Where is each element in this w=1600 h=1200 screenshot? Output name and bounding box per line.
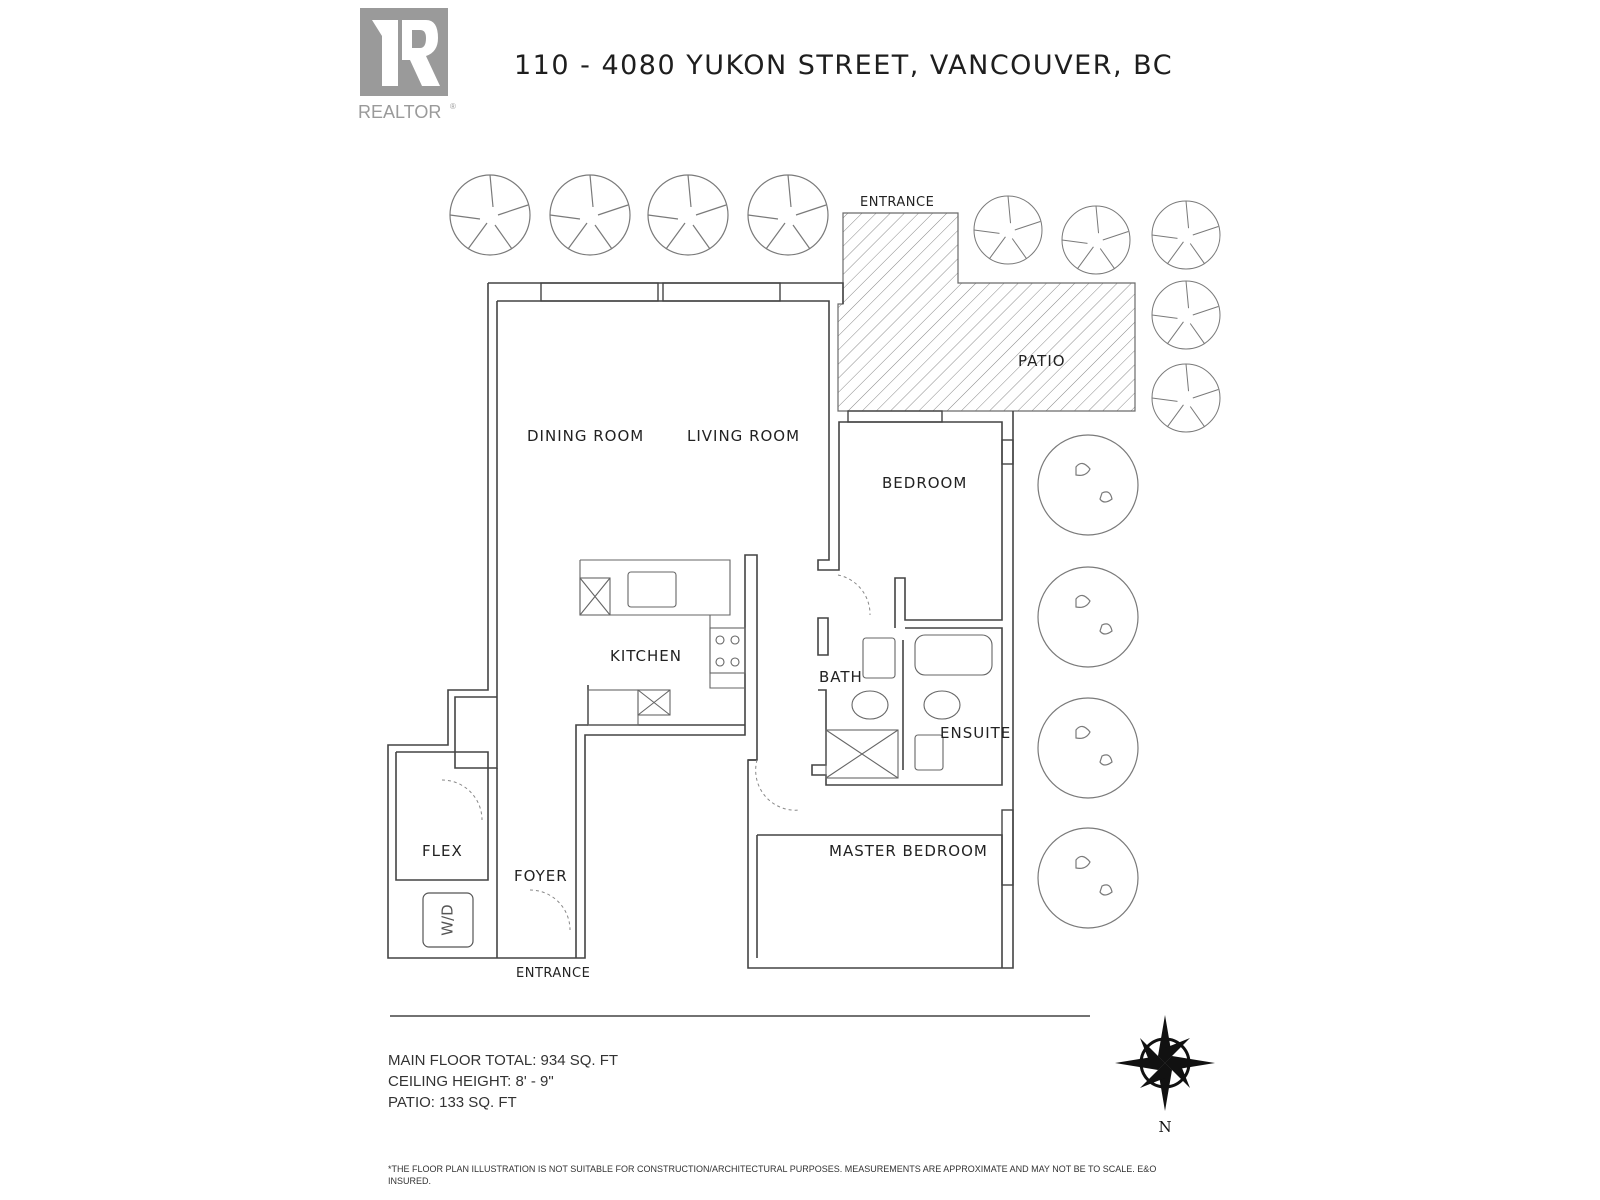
- floor-summary: [388, 1050, 618, 1113]
- page-title: 110 - 4080 YUKON STREET, VANCOUVER, BC: [514, 50, 1174, 81]
- compass-north-label: N: [1158, 1118, 1172, 1135]
- ensuite-label: ENSUITE: [940, 724, 1012, 742]
- logo-text: REALTOR: [358, 102, 442, 122]
- kitchen-fixtures: [580, 560, 745, 725]
- svg-text:®: ®: [450, 102, 456, 111]
- door-swings: [442, 575, 870, 930]
- washer-dryer: [423, 893, 473, 947]
- master-bedroom-label: MASTER BEDROOM: [829, 842, 988, 860]
- entrance-bottom-label: ENTRANCE: [516, 966, 591, 981]
- washer-dryer-label: W/D: [438, 904, 457, 936]
- dining-room-label: DINING ROOM: [527, 427, 645, 445]
- bedroom-label: BEDROOM: [882, 474, 968, 492]
- compass-icon: [1110, 1015, 1220, 1135]
- bath-label: BATH: [819, 668, 863, 686]
- patio-label: PATIO: [1018, 352, 1066, 370]
- disclaimer: *THE FLOOR PLAN ILLUSTRATION IS NOT SUITABLE FOR CONSTRUCTION/ARCHITECTURAL PURPOSES. MEASUREMENTS ARE APPROXIMATE AND MAY NOT BE TO SCALE. E&O INSURED.: [388, 1164, 1157, 1186]
- entrance-top-label: ENTRANCE: [860, 195, 935, 210]
- flex-label: FLEX: [422, 842, 463, 860]
- kitchen-label: KITCHEN: [610, 647, 682, 665]
- foyer-label: FOYER: [514, 867, 568, 885]
- patio-area: [838, 213, 1135, 411]
- living-room-label: LIVING ROOM: [687, 427, 801, 445]
- patio-area-text: PATIO: 133 SQ. FT: [388, 1094, 517, 1111]
- tree-row-right: [1038, 435, 1138, 928]
- main-floor-total: MAIN FLOOR TOTAL: 934 SQ. FT: [388, 1052, 619, 1069]
- bath-fixtures: [826, 635, 992, 778]
- ceiling-height: CEILING HEIGHT: 8' - 9": [388, 1073, 554, 1090]
